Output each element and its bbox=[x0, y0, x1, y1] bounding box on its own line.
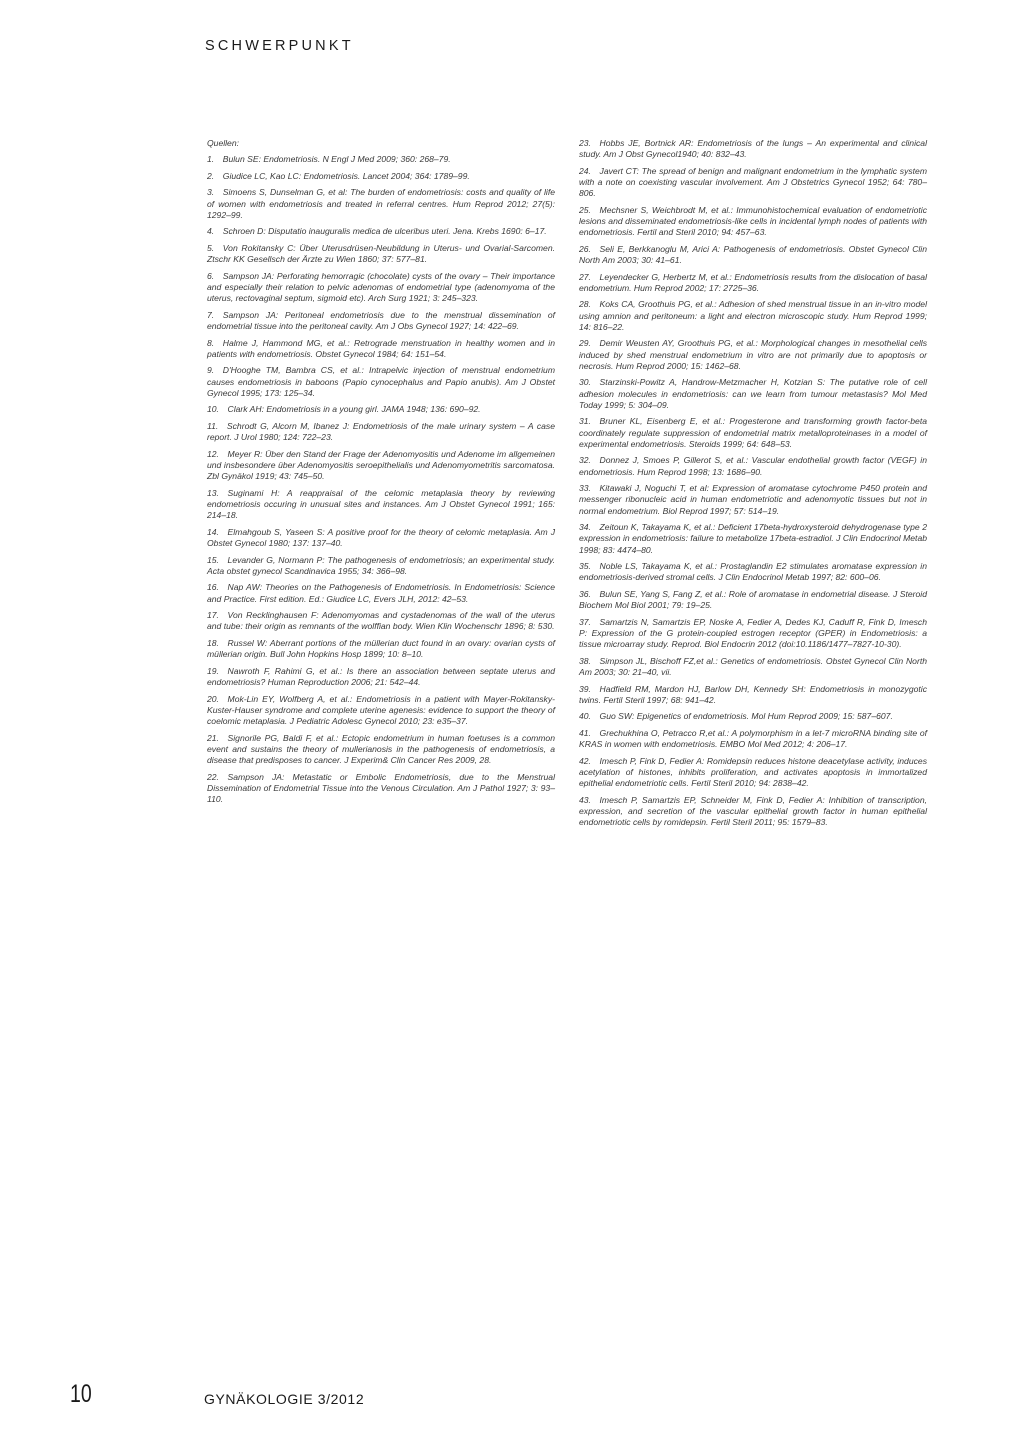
reference-item: 18. Russel W: Aberrant portions of the müllerian duct found in an ovary: ovarian cysts of müllerian origin. Bull John Hopkins Hosp 1899; 10: 8–10. bbox=[207, 637, 555, 660]
section-header: SCHWERPUNKT bbox=[205, 38, 354, 54]
reference-item: 23. Hobbs JE, Bortnick AR: Endometriosis of the lungs – An experimental and clinical study. Am J Obst Gynecol1940; 40: 832–43. bbox=[579, 138, 927, 160]
reference-item: 10. Clark AH: Endometriosis in a young girl. JAMA 1948; 136: 690–92. bbox=[207, 404, 481, 415]
reference-item: 19. Nawroth F, Rahimi G, et al.: Is there an association between septate uterus and endometriosis? Human Reproduction 2006; 21: 542–44. bbox=[207, 665, 555, 687]
reference-item: 34. Zeitoun K, Takayama K, et al.: Deficient 17beta-hydroxysteroid dehydrogenase type 2 expression in endometriosis: failure to metabolize 17beta-estradiol. J Clin Endocrinol Metab 1998; 83: 4474–80. bbox=[579, 522, 927, 555]
reference-item: 1. Bulun SE: Endometriosis. N Engl J Med 2009; 360: 268–79. bbox=[207, 154, 451, 165]
reference-item: 2. Giudice LC, Kao LC: Endometriosis. Lancet 2004; 364: 1789–99. bbox=[207, 170, 470, 181]
reference-item: 14. Elmahgoub S, Yaseen S: A positive proof for the theory of celomic metaplasia. Am J Obstet Gynecol 1980; 137: 137–40. bbox=[207, 526, 555, 548]
reference-item: 39. Hadfield RM, Mardon HJ, Barlow DH, Kennedy SH: Endometriosis in monozygotic twins. Fertil Steril 1997; 68: 941–42. bbox=[579, 683, 927, 705]
reference-item: 37. Samartzis N, Samartzis EP, Noske A, Fedier A, Dedes KJ, Caduff R, Fink D, Imesch P: Expression of the G protein-coupled estrogen receptor (GPER) in Endometriosis: a tissue microarray study. Reprod. Biol Endocrin 2012 (doi:10.1186/1477–7827-10-30). bbox=[579, 616, 927, 650]
references-label: Quellen: bbox=[207, 138, 240, 148]
reference-item: 4. Schroen D: Disputatio inauguralis medica de ulceribus uteri. Jena. Krebs 1690: 6–17. bbox=[207, 226, 547, 237]
reference-item: 32. Donnez J, Smoes P, Gillerot S, et al.: Vascular endothelial growth factor (VEGF) in endometriosis. Hum Reprod 1998; 13: 1686–90. bbox=[579, 455, 927, 477]
reference-item: 41. Grechukhina O, Petracco R,et al.: A polymorphism in a let-7 microRNA binding site of KRAS in women with endometriosis. EMBO Mol Med 2012; 4: 206–17. bbox=[579, 727, 927, 750]
reference-item: 25. Mechsner S, Weichbrodt M, et al.: Immunohistochemical evaluation of endometriotic lesions and disseminated endometriosis-like cells in incidental lymph nodes of patients with endometriosis. Fertil and Steril 2010; 94: 457–63. bbox=[579, 204, 927, 238]
reference-item: 40. Guo SW: Epigenetics of endometriosis. Mol Hum Reprod 2009; 15: 587–607. bbox=[579, 711, 893, 722]
reference-item: 11. Schrodt G, Alcorn M, Ibanez J: Endometriosis of the male urinary system – A case report. J Urol 1980; 124: 722–23. bbox=[207, 420, 555, 443]
reference-item: 26. Seli E, Berkkanoglu M, Arici A: Pathogenesis of endometriosis. Obstet Gynecol Clin North Am 2003; 30: 41–61. bbox=[579, 243, 927, 265]
reference-item: 33. Kitawaki J, Noguchi T, et al: Expression of aromatase cytochrome P450 protein and messenger ribonucleic acid in human endometriotic and adenomyotic tissues but not in normal endometrium. Biol Reprod 1997; 57: 514–19. bbox=[579, 483, 927, 516]
page-number: 10 bbox=[70, 1380, 92, 1408]
reference-item: 5. Von Rokitansky C: Über Uterusdrüsen-Neubildung in Uterus- und Ovarial-Sarcomen. Ztschr KK Gesellsch der Ärzte zu Wien 1860; 37: 577–81. bbox=[207, 242, 555, 265]
reference-item: 42. Imesch P, Fink D, Fedier A: Romidepsin reduces histone deacetylase activity, induces acetylation of histones, inhibits proliferation, and activates apoptosis in immortalized epithelial endometriotic cells. Fertil Steril 2010; 94: 2838–42. bbox=[579, 755, 927, 789]
reference-item: 16. Nap AW: Theories on the Pathogenesis of Endometriosis. In Endometriosis: Science and Practice. First edition. Ed.: Giudice LC, Evers JLH, 2012: 42–53. bbox=[207, 582, 555, 604]
reference-item: 12. Meyer R: Über den Stand der Frage der Adenomyositis und Adenome im allgemeinen und insbesondere über Adenomyositis seroepithelialis und Adenomyometritis sarcomatosa. Zbl Gynäkol 1919; 43: 745–50. bbox=[207, 448, 555, 482]
reference-item: 43. Imesch P, Samartzis EP, Schneider M, Fink D, Fedier A: Inhibition of transcription, expression, and secretion of the vascular epithelial growth factor in human epithelial endometriotic cells by romidepsin. Fertil Steril 2011; 95: 1579–83. bbox=[579, 794, 927, 828]
reference-item: 31. Bruner KL, Eisenberg E, et al.: Progesterone and transforming growth factor-beta coordinately regulate suppression of endometrial matrix metalloproteinases in a model of experimental endometriosis. Steroids 1999; 64: 648–53. bbox=[579, 416, 927, 449]
reference-item: 22. Sampson JA: Metastatic or Embolic Endometriosis, due to the Menstrual Dissemination of Endometrial Tissue into the Venous Circulation. Am J Pathol 1927; 3: 93–110. bbox=[207, 771, 555, 804]
journal-issue: GYNÄKOLOGIE 3/2012 bbox=[204, 1391, 365, 1407]
reference-item: 36. Bulun SE, Yang S, Fang Z, et al.: Role of aromatase in endometrial disease. J Steroid Biochem Mol Biol 2001; 79: 19–25. bbox=[579, 588, 927, 611]
reference-item: 7. Sampson JA: Peritoneal endometriosis due to the menstrual dissemination of endometrial tissue into the peritoneal cavity. Am J Obs Gynecol 1927; 14: 422–69. bbox=[207, 309, 555, 331]
reference-item: 3. Simoens S, Dunselman G, et al: The burden of endometriosis: costs and quality of life of women with endometriosis and treated in referral centres. Hum Reprod 2012; 27(5): 1292–99. bbox=[207, 187, 555, 220]
reference-item: 27. Leyendecker G, Herbertz M, et al.: Endometriosis results from the dislocation of basal endometrium. Hum Reprod 2002; 17: 2725–36. bbox=[579, 271, 927, 293]
reference-item: 6. Sampson JA: Perforating hemorragic (chocolate) cysts of the ovary – Their importance and especially their relation to pelvic adenomas of endometrial type (adenomyoma of the uterus, rectovaginal septum, sigmoid etc). Arch Surg 1921; 3: 245–323. bbox=[207, 270, 555, 304]
reference-item: 29. Demir Weusten AY, Groothuis PG, et al.: Morphological changes in mesothelial cells induced by shed menstrual endometrium in vitro are not primarily due to apoptosis or necrosis. Hum Reprod 2000; 15: 1462–68. bbox=[579, 338, 927, 371]
reference-item: 30. Starzinski-Powitz A, Handrow-Metzmacher H, Kotzian S: The putative role of cell adhesion molecules in endometriosis: can we learn from tumour metastasis? Mol Med Today 1999; 5: 304–09. bbox=[579, 377, 927, 410]
reference-item: 38. Simpson JL, Bischoff FZ,et al.: Genetics of endometriosis. Obstet Gynecol Clin North Am 2003; 30: 21–40, vii. bbox=[579, 655, 927, 677]
reference-item: 20. Mok-Lin EY, Wolfberg A, et al.: Endometriosis in a patient with Mayer-Rokitansky-Kuster-Hauser syndrome and complete uterine agenesis: evidence to support the theory of coelomic metaplasia. J Pediatric Adolesc Gynecol 2010; 23: e35–37. bbox=[207, 693, 555, 726]
reference-item: 17. Von Recklinghausen F: Adenomyomas and cystadenomas of the wall of the uterus and tube: their origin as remnants of the wolffian body. Wien Klin Wochenschr 1896; 8: 530. bbox=[207, 610, 555, 632]
reference-item: 8. Halme J, Hammond MG, et al.: Retrograde menstruation in healthy women and in patients with endometriosis. Obstet Gynecol 1984; 64: 151–54. bbox=[207, 337, 555, 359]
reference-item: 35. Noble LS, Takayama K, et al.: Prostaglandin E2 stimulates aromatase expression in endometriosis-derived stromal cells. J Clin Endocrinol Metab 1997; 82: 600–06. bbox=[579, 561, 927, 583]
reference-item: 13. Suginami H: A reappraisal of the celomic metaplasia theory by reviewing endometriosis occuring in unusual sites and instances. Am J Obstet Gynecol 1991; 165: 214–18. bbox=[207, 487, 555, 521]
reference-item: 9. D'Hooghe TM, Bambra CS, et al.: Intrapelvic injection of menstrual endometrium causes endometriosis in baboons (Papio cynocephalus and Papio anubis). Am J Obstet Gynecol 1995; 173: 125–34. bbox=[207, 365, 555, 398]
reference-item: 15. Levander G, Normann P: The pathogenesis of endometriosis; an experimental study. Acta obstet gynecol Scandinavica 1955; 34: 366–98. bbox=[207, 554, 555, 576]
reference-item: 24. Javert CT: The spread of benign and malignant endometrium in the lymphatic system with a note on coexisting vascular involvement. Am J Obstetrics Gynecol 1952; 64: 780–806. bbox=[579, 165, 927, 199]
reference-item: 28. Koks CA, Groothuis PG, et al.: Adhesion of shed menstrual tissue in an in-vitro model using amnion and peritoneum: a light and electron microscopic study. Hum Reprod 1999; 14: 816–22. bbox=[579, 299, 927, 332]
references-column-right bbox=[579, 138, 927, 834]
references-column-left bbox=[207, 138, 555, 811]
reference-item: 21. Signorile PG, Baldi F, et al.: Ectopic endometrium in human foetuses is a common event and sustains the theory of mullerianosis in the pathogenesis of endometriosis, a disease that predisposes to cancer. J Experim& Clin Cancer Res 2009, 28. bbox=[207, 732, 555, 765]
